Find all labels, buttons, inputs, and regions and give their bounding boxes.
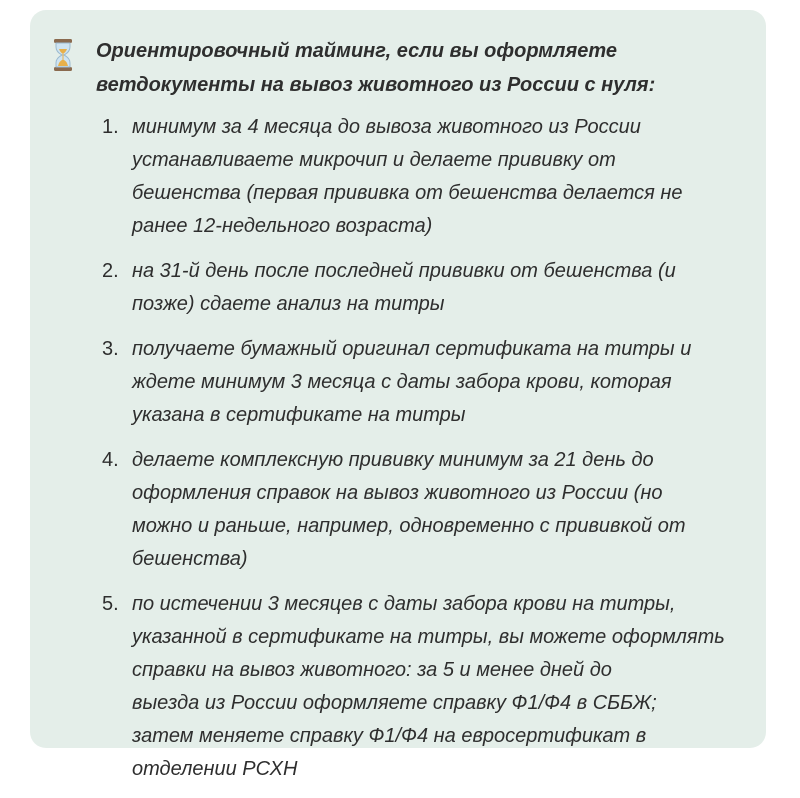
item-line: получаете бумажный оригинал сертификата на титры и xyxy=(132,338,692,360)
title-line: ветдокументы на вывоз животного из России с нуля: xyxy=(96,74,656,96)
hourglass-icon xyxy=(52,38,74,72)
item-line: ранее 12-недельного возраста) xyxy=(132,215,433,237)
item-line: устанавливаете микрочип и делаете прививку от xyxy=(132,149,616,171)
item-text xyxy=(132,333,691,432)
header xyxy=(52,34,696,102)
item-line: затем меняете справку Ф1/Ф4 на евросертификат в xyxy=(132,725,647,747)
item-line: позже) сдаете анализ на титры xyxy=(132,293,445,315)
item-number: 5. xyxy=(102,593,119,615)
list-item xyxy=(102,444,722,576)
item-number: 4. xyxy=(102,449,119,471)
item-line: можно и раньше, например, одновременно с прививкой от xyxy=(132,515,686,537)
item-line: по истечении 3 месяцев с даты забора крови на титры, xyxy=(132,593,676,615)
item-line: указана в сертификате на титры xyxy=(132,404,466,426)
item-text xyxy=(132,111,683,243)
item-text xyxy=(132,444,686,576)
page-title xyxy=(96,34,696,102)
title-line: Ориентировочный тайминг, если вы оформляете xyxy=(96,40,618,62)
item-text xyxy=(132,255,676,321)
list-item xyxy=(102,255,722,321)
item-line: выезда из России оформляете справку Ф1/Ф4 в СББЖ; xyxy=(132,692,657,714)
item-line: оформления справок на вывоз животного из России (но xyxy=(132,482,663,504)
message-card xyxy=(30,10,766,780)
item-line: бешенства (первая прививка от бешенства делается не xyxy=(132,182,683,204)
item-line: минимум за 4 месяца до вывоза животного из России xyxy=(132,116,641,138)
item-number: 1. xyxy=(102,116,119,138)
item-number: 2. xyxy=(102,260,119,282)
item-line: на 31-й день после последней прививки от бешенства (и xyxy=(132,260,676,282)
item-text xyxy=(132,588,725,786)
list-item xyxy=(102,588,725,786)
item-line: бешенства) xyxy=(132,548,248,570)
item-line: делаете комплексную прививку минимум за 21 день до xyxy=(132,449,654,471)
item-line: указанной в сертификате на титры, вы можете оформлять xyxy=(132,626,725,648)
item-number: 3. xyxy=(102,338,119,360)
item-line: ждете минимум 3 месяца с даты забора крови, которая xyxy=(132,371,672,393)
list-item xyxy=(102,111,722,243)
item-line: отделении РСХН xyxy=(132,758,298,780)
steps-list xyxy=(102,111,725,798)
list-item xyxy=(102,333,722,432)
item-line: справки на вывоз животного: за 5 и менее дней до xyxy=(132,659,612,681)
